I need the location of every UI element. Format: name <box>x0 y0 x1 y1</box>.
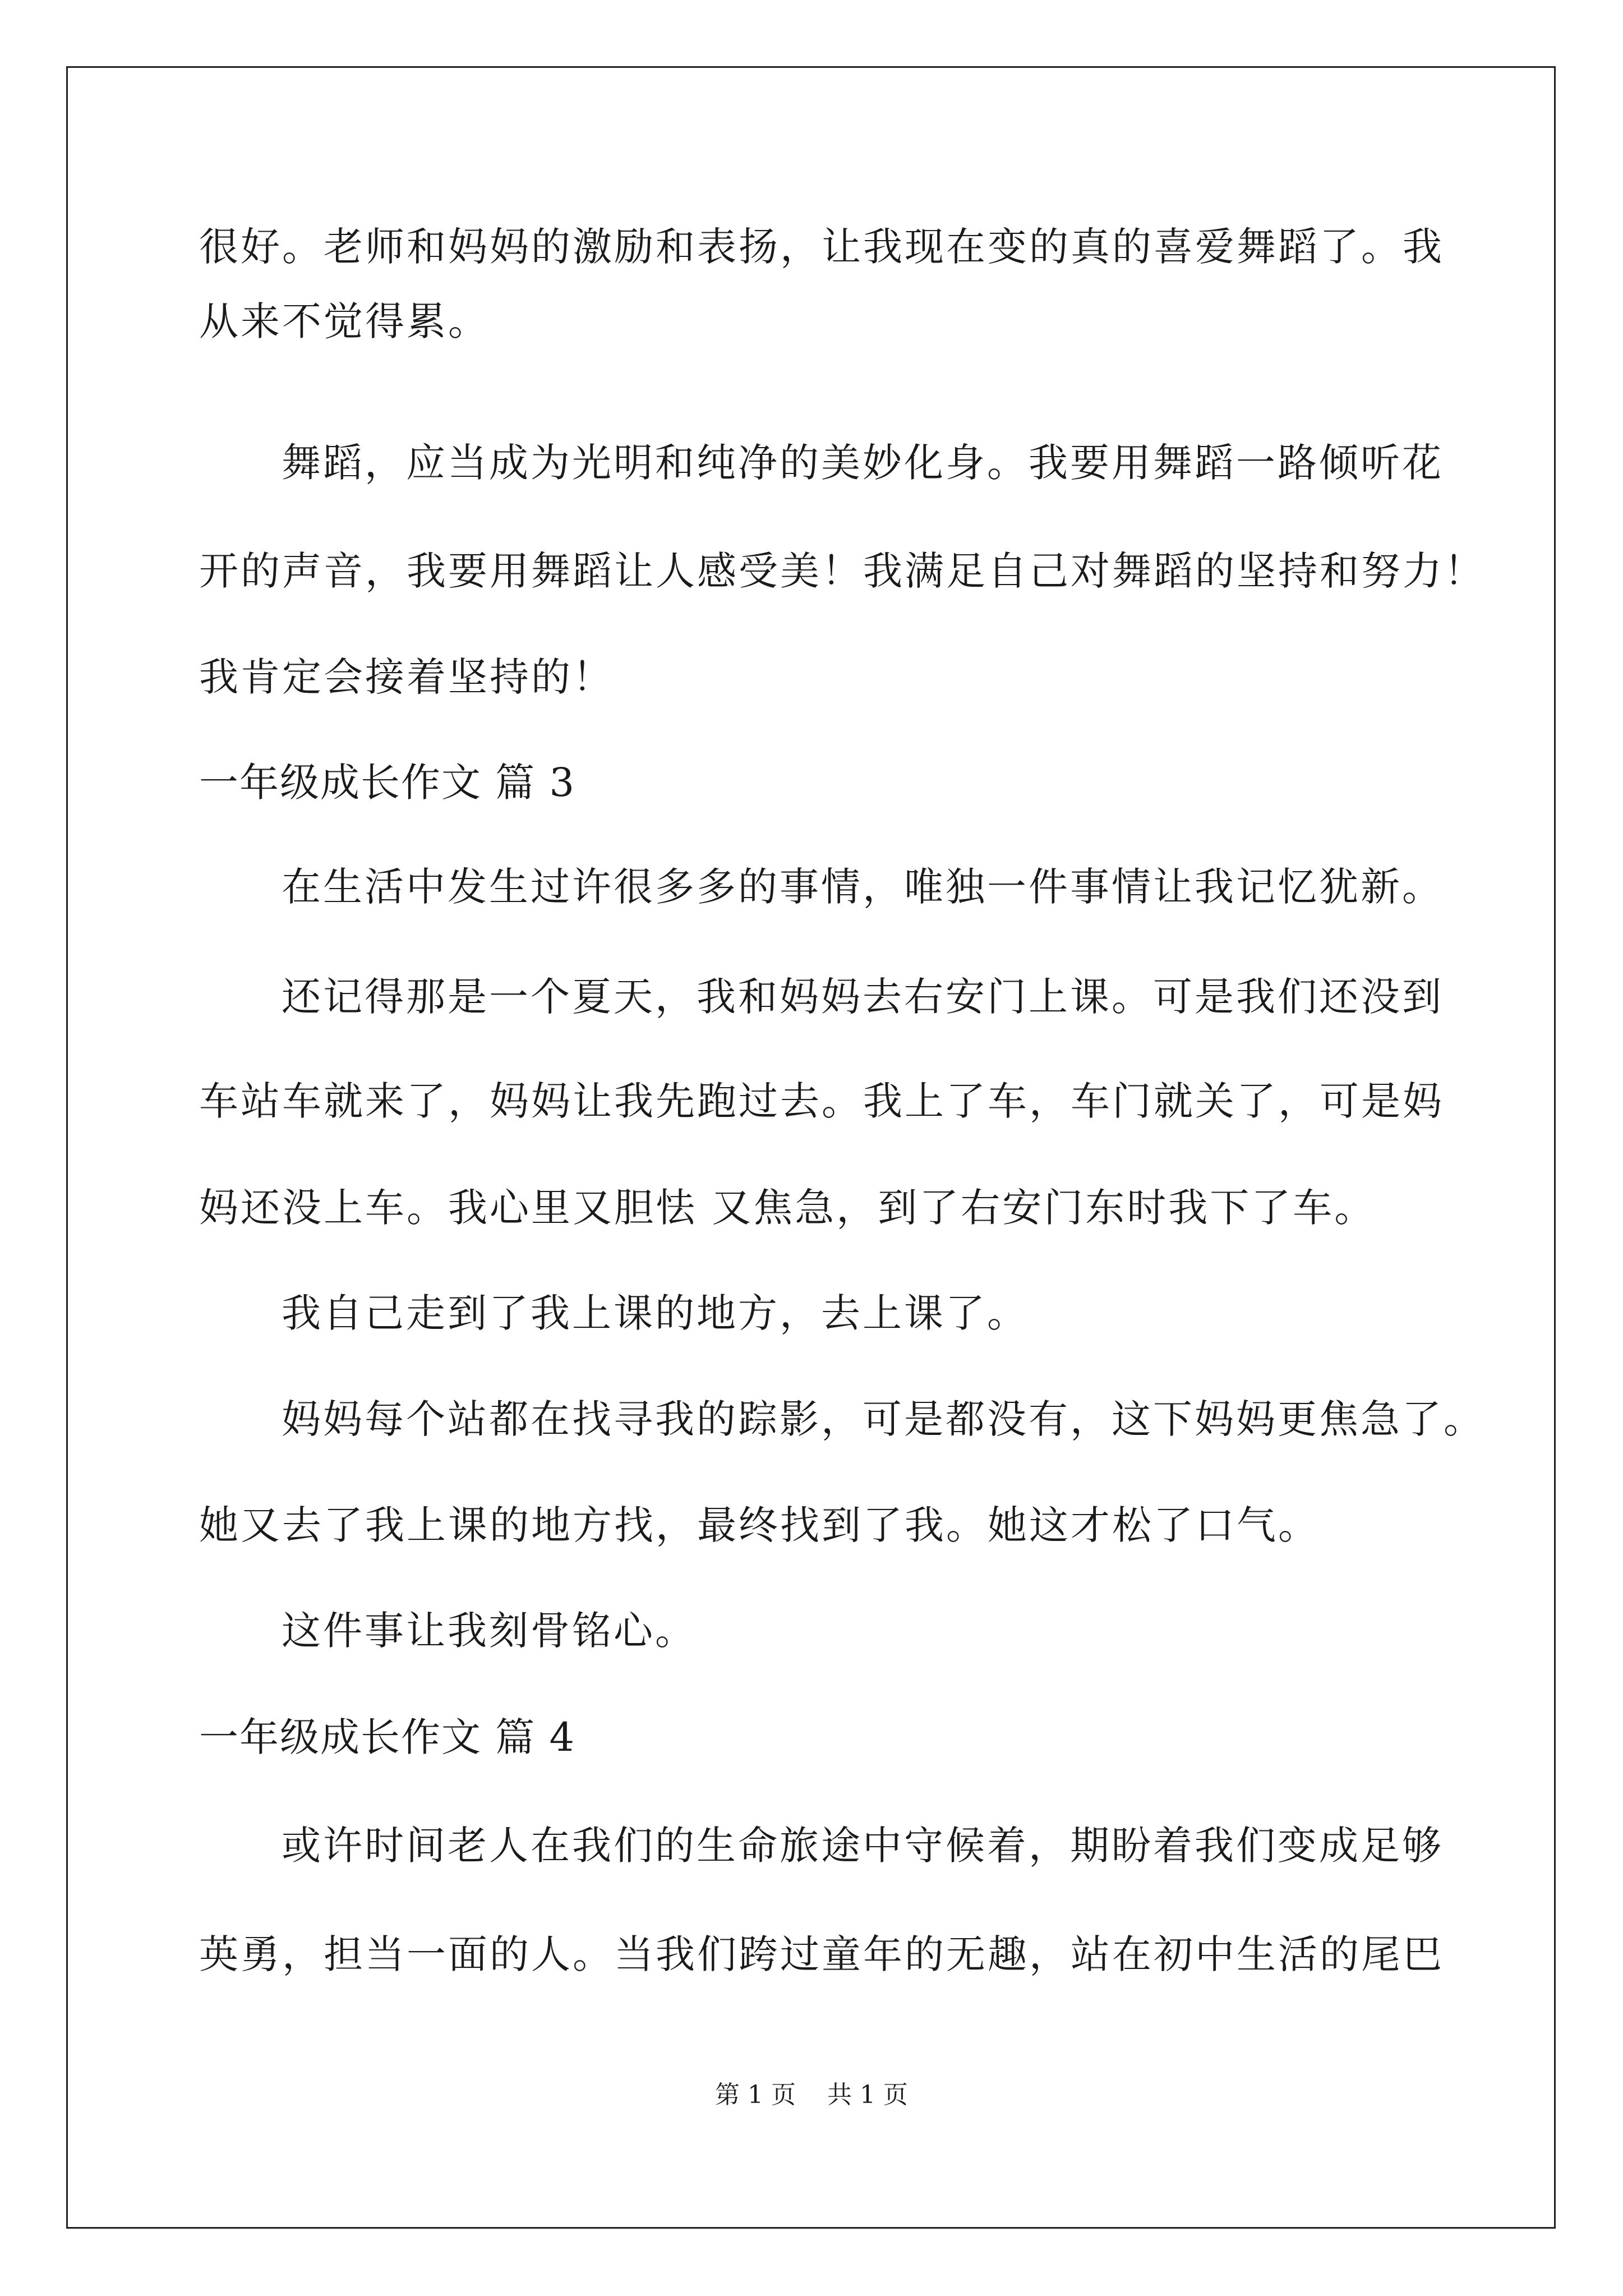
text-line: 车站车就来了，妈妈让我先跑过去。我上了车，车门就关了，可是妈 <box>199 1078 1444 1124</box>
text-line: 英勇，担当一面的人。当我们跨过童年的无趣，站在初中生活的尾巴 <box>199 1931 1444 1977</box>
page-footer: 第 1 页 共 1 页 <box>715 2081 908 2109</box>
text-line: 很好。老师和妈妈的激励和表扬，让我现在变的真的喜爱舞蹈了。我 <box>199 224 1444 270</box>
section-heading-3: 一年级成长作文 篇 3 <box>199 760 576 806</box>
text-line: 她又去了我上课的地方找，最终找到了我。她这才松了口气。 <box>199 1502 1320 1548</box>
paragraph-first-line: 这件事让我刻骨铭心。 <box>282 1608 697 1654</box>
text-line: 开的声音，我要用舞蹈让人感受美！我满足自己对舞蹈的坚持和努力！ <box>199 548 1486 594</box>
page-border <box>66 66 1556 2229</box>
text-line: 妈还没上车。我心里又胆怯 又焦急，到了右安门东时我下了车。 <box>199 1185 1376 1231</box>
text-line: 我肯定会接着坚持的！ <box>199 654 614 700</box>
paragraph-first-line: 舞蹈，应当成为光明和纯净的美妙化身。我要用舞蹈一路倾听花 <box>282 440 1444 486</box>
paragraph-first-line: 我自己走到了我上课的地方，去上课了。 <box>282 1290 1029 1336</box>
paragraph-first-line: 还记得那是一个夏天，我和妈妈去右安门上课。可是我们还没到 <box>282 974 1444 1020</box>
paragraph-first-line: 妈妈每个站都在找寻我的踪影，可是都没有，这下妈妈更焦急了。 <box>282 1396 1485 1442</box>
paragraph-first-line: 或许时间老人在我们的生命旅途中守候着，期盼着我们变成足够 <box>282 1823 1444 1869</box>
paragraph-first-line: 在生活中发生过许很多多的事情，唯独一件事情让我记忆犹新。 <box>282 864 1444 910</box>
text-line: 从来不觉得累。 <box>199 298 490 344</box>
section-heading-4: 一年级成长作文 篇 4 <box>199 1714 576 1760</box>
